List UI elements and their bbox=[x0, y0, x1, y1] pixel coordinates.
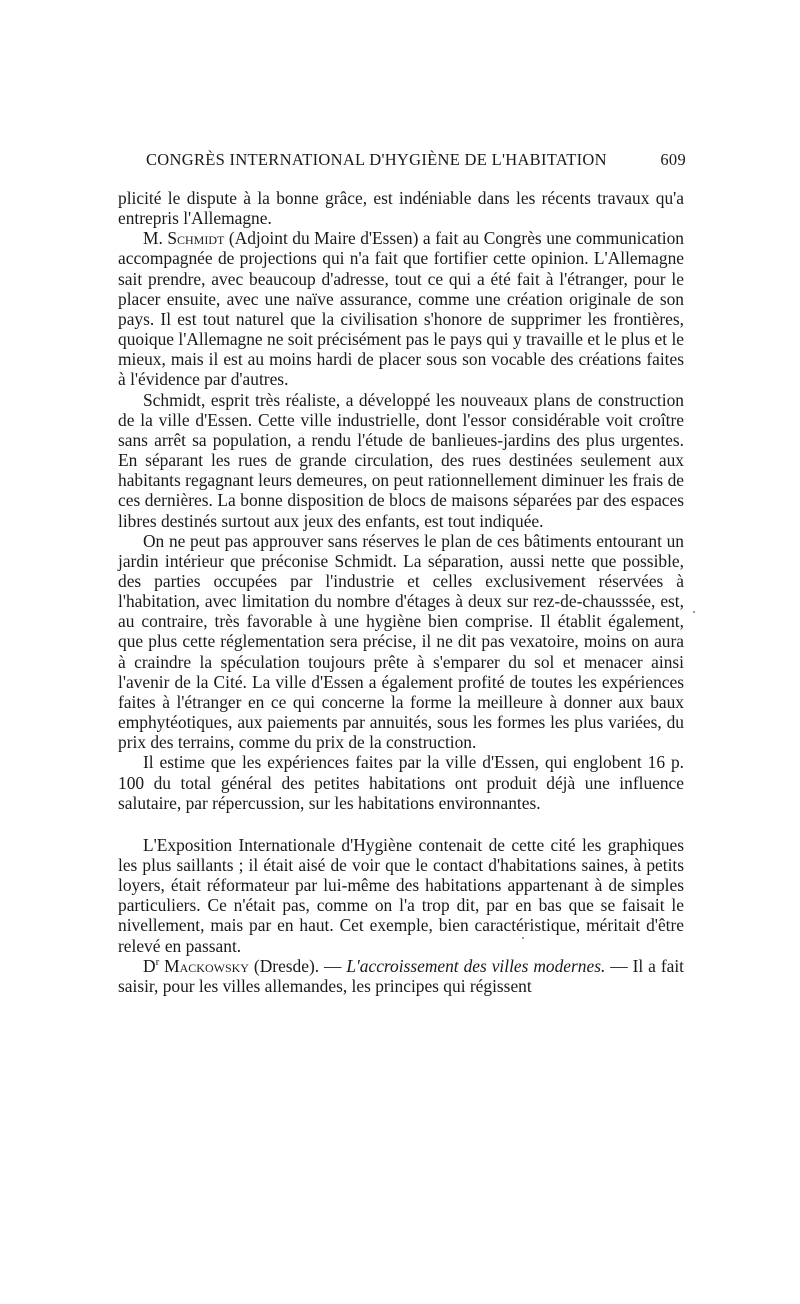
speaker-name: Schmidt bbox=[167, 228, 225, 249]
speaker-name: Mackowsky bbox=[159, 955, 249, 976]
ink-speck bbox=[522, 937, 524, 939]
paragraph-reservations bbox=[118, 531, 684, 753]
work-title: L'accroissement des villes modernes. bbox=[346, 955, 606, 976]
ink-speck bbox=[693, 611, 695, 613]
paragraph-essen-plans bbox=[118, 390, 684, 531]
paragraph-text: Schmidt, esprit très réaliste, a développé les nouveaux plans de construction de la ville d'Essen. Cette ville industrielle, dont l'essor considérable voit croître sans arrêt sa population, a rendu l'étude de banlieues-jardins des plus urgentes. En séparant les rues de grande circulation, des rues destinées seulement aux habitants regagnant leurs demeures, on peut rationnellement diminuer les frais de ces dernières. La bonne disposition de blocs de maisons séparées par des espaces libres destinés surtout aux jeux des enfants, est tout indiquée. bbox=[118, 389, 684, 531]
paragraph-continuation bbox=[118, 188, 684, 228]
speaker-location: (Dresde). — bbox=[248, 955, 347, 976]
paragraph-text: L'Exposition Internationale d'Hygiène contenait de cette cité les graphiques les plus saillants ; il était aisé de voir que le contact d'habitations saines, à petits loyers, était réformateur par lui-même des habitations appartenant à de simples particuliers. Ce n'était pas, comme on l'a trop dit, par en bas que se faisait le nivellement, mais par en haut. Cet exemple, bien caractéristique, méritait d'être relevé en passant. bbox=[118, 834, 684, 956]
title-prefix: D bbox=[143, 955, 156, 976]
paragraph-schmidt-intro bbox=[118, 228, 684, 389]
paragraph-gap bbox=[118, 813, 684, 835]
paragraph-text: Il estime que les expériences faites par la ville d'Essen, qui englobent 16 p. 100 du total général des petites habitations ont produit déjà une influence salutaire, par répercussion, sur les habitations environnantes. bbox=[118, 752, 684, 813]
paragraph-exposition bbox=[118, 835, 684, 956]
paragraph-text: — Il a fait saisir, pour les villes allemandes, les principes qui régissent bbox=[118, 955, 684, 996]
paragraph-text: plicité le dispute à la bonne grâce, est indéniable dans les récents travaux qu'a entrepris l'Allemagne. bbox=[118, 188, 684, 229]
paragraph-influence bbox=[118, 752, 684, 812]
running-header bbox=[146, 150, 686, 174]
body-text bbox=[118, 188, 684, 996]
title-superscript: r bbox=[155, 955, 160, 968]
paragraph-text: On ne peut pas approuver sans réserves le plan de ces bâtiments entourant un jardin intérieur que préconise Schmidt. La séparation, aussi nette que possible, des parties occupées par l'industrie et celles exclusivement réservées à l'habitation, avec limitation du nombre d'étages à deux sur rez-de-chausssée, est, au contraire, très favorable à une hygiène bien comprise. Il établit également, que plus cette réglementation sera précise, il ne dit pas vexatoire, moins on aura à craindre la spéculation toujours prête à s'emparer du sol et menacer ainsi l'avenir de la Cité. La ville d'Essen a également profité de toutes les expériences faites à l'étranger en ce qui concerne la forme la meilleure à donner aux baux emphytéotiques, aux paiements par annuités, sous les formes les plus variées, du prix des terrains, comme du prix de la construction. bbox=[118, 530, 684, 753]
page-number: 609 bbox=[660, 150, 686, 169]
speaker-prefix: M. bbox=[143, 228, 168, 249]
paragraph-text: (Adjoint du Maire d'Essen) a fait au Congrès une communication accompagnée de projections qui n'a fait que fortifier cette opinion. L'Allemagne sait prendre, avec beaucoup d'adresse, tout ce qui a été fait à l'étranger, pour le placer ensuite, avec une naïve assurance, comme une création originale de son pays. Il est tout naturel que la civilisation s'honore de supprimer les frontières, quoique l'Allemagne ne soit précisément pas le pays qui y travaille et le plus et le mieux, mais il est au moins hardi de placer sous son vocable des créations faites à l'évidence par d'autres. bbox=[118, 228, 684, 390]
paragraph-mackowsky bbox=[118, 956, 684, 996]
running-title: CONGRÈS INTERNATIONAL D'HYGIÈNE DE L'HABITATION bbox=[146, 150, 607, 169]
